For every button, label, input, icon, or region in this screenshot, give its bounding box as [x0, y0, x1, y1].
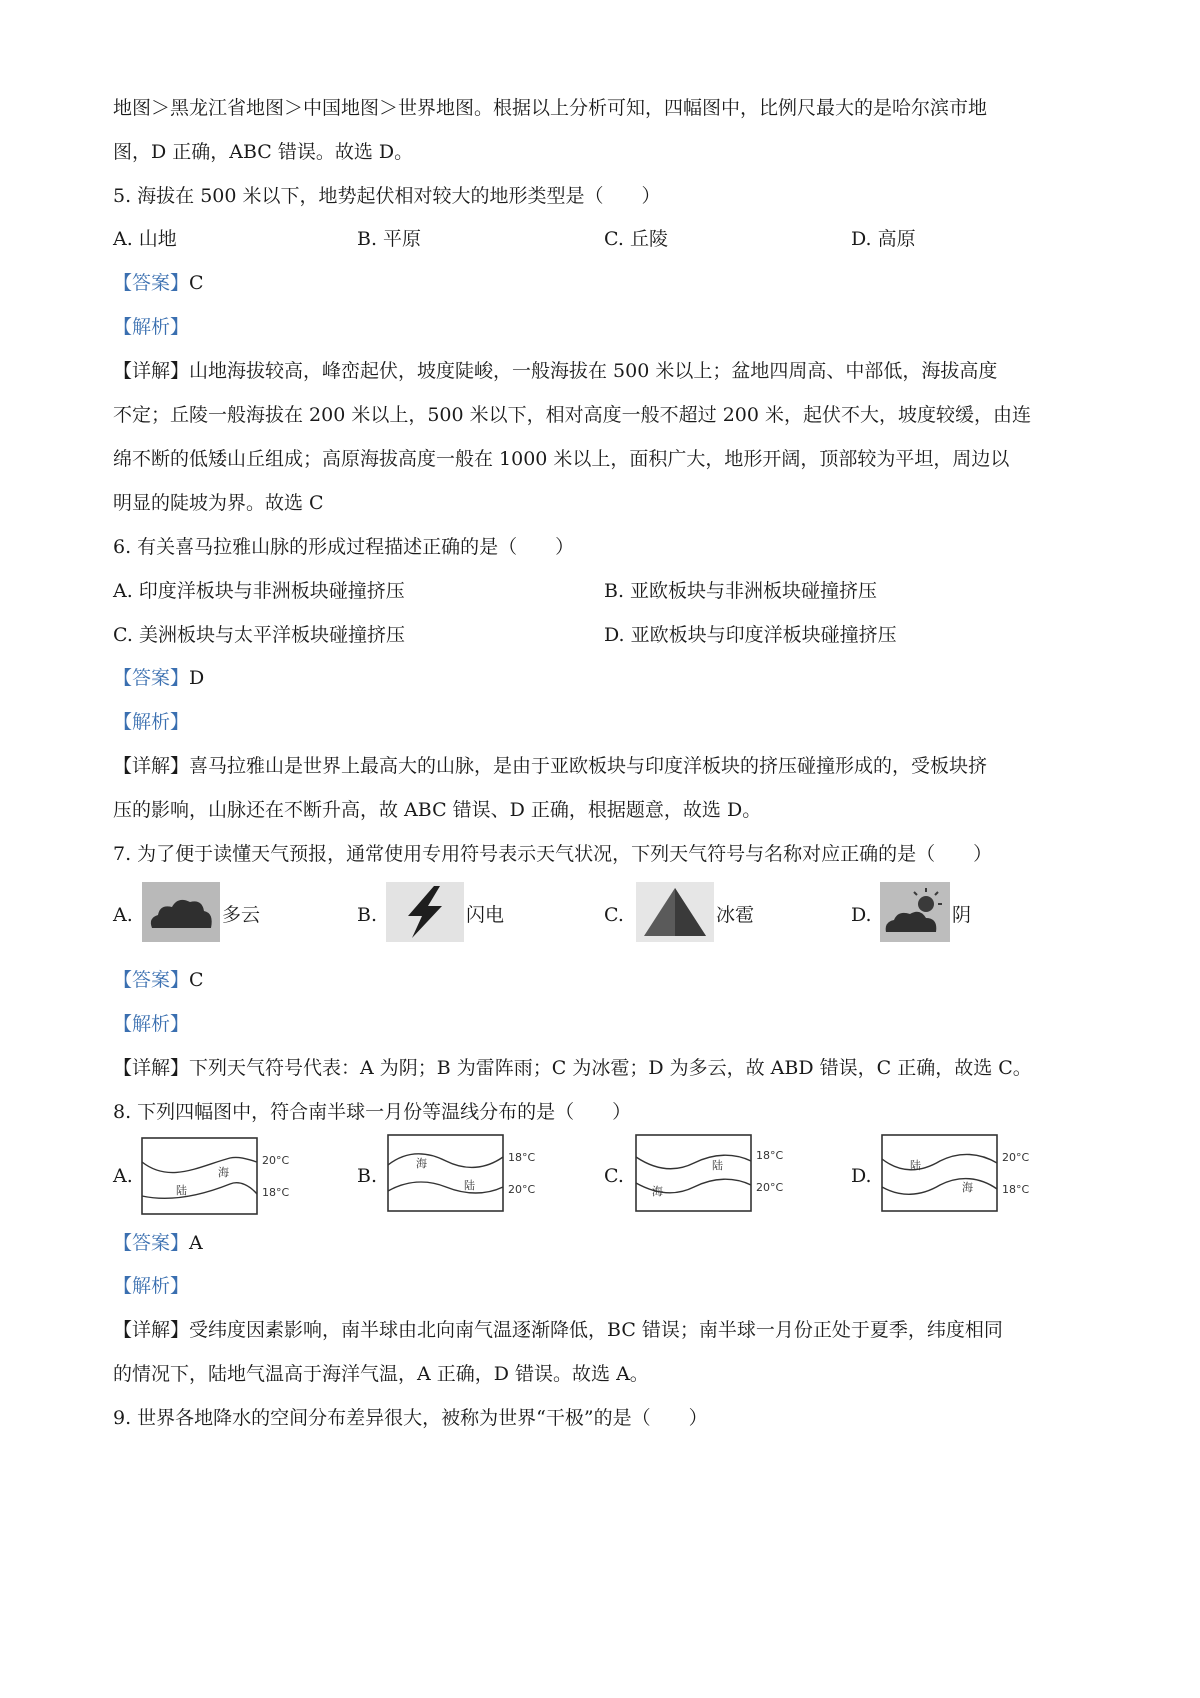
q6-detail-text-1: 喜马拉雅山是世界上最高大的山脉，是由于亚欧板块与印度洋板块的挤压碰撞形成的，受板块挤 [189, 755, 988, 777]
q8-option-b-letter: B. [357, 1165, 378, 1187]
answer-label: 【答案】 [113, 667, 190, 689]
q7-detail-text-1: 下列天气符号代表：A 为阴；B 为雷阵雨；C 为冰雹；D 为多云，故 ABD 错误，C 正确，故选 C。 [189, 1057, 1032, 1079]
isotherm-map-a [140, 1136, 300, 1221]
q7-detail-line-1 [113, 1055, 1032, 1081]
q6-answer [113, 665, 204, 691]
q8-stem: 8. 下列四幅图中，符合南半球一月份等温线分布的是（ ） [113, 1101, 632, 1123]
map-b-top-temp: 18°C [508, 1151, 536, 1164]
q8-detail-line-1 [113, 1317, 1003, 1343]
q7-option-a-name: 多云 [222, 904, 261, 926]
q9-stem: 9. 世界各地降水的空间分布差异很大，被称为世界“干极”的是（ ） [113, 1407, 708, 1429]
analysis-label: 【解析】 [113, 711, 190, 733]
map-d-lower-word: 海 [962, 1181, 973, 1194]
q5-detail-line-3: 绵不断的低矮山丘组成；高原海拔高度一般在 1000 米以上，面积广大，地形开阔，顶部较为平坦，周边以 [113, 448, 1010, 470]
q6-option-b: B. 亚欧板块与非洲板块碰撞挤压 [604, 580, 878, 602]
q6-option-c: C. 美洲板块与太平洋板块碰撞挤压 [113, 624, 405, 646]
q7-option-b-letter: B. [357, 904, 378, 926]
q6-answer-value: D [189, 667, 205, 689]
q6-option-d: D. 亚欧板块与印度洋板块碰撞挤压 [604, 624, 897, 646]
answer-label: 【答案】 [113, 272, 190, 294]
map-d-top-temp: 20°C [1002, 1151, 1030, 1164]
q6-detail-line-2: 压的影响，山脉还在不断升高，故 ABC 错误、D 正确，根据题意，故选 D。 [113, 799, 762, 821]
q6-detail-line-1 [113, 753, 987, 779]
q5-option-b: B. 平原 [357, 228, 422, 250]
isotherm-map-b [386, 1133, 546, 1218]
q5-option-d: D. 高原 [851, 228, 916, 250]
intro-line-2: 图，D 正确，ABC 错误。故选 D。 [113, 141, 414, 163]
map-b-bottom-temp: 20°C [508, 1183, 536, 1196]
q8-option-a-letter: A. [113, 1165, 133, 1187]
q8-analysis [113, 1273, 189, 1299]
lightning-icon [386, 882, 464, 947]
q8-option-d-letter: D. [851, 1165, 872, 1187]
isotherm-map-c [634, 1133, 794, 1218]
detail-label: 【详解】 [113, 1319, 190, 1341]
q6-stem: 6. 有关喜马拉雅山脉的形成过程描述正确的是（ ） [113, 536, 575, 558]
detail-label: 【详解】 [113, 755, 190, 777]
q7-stem: 7. 为了便于读懂天气预报，通常使用专用符号表示天气状况，下列天气符号与名称对应正确的是（ ） [113, 843, 993, 865]
map-c-upper-word: 陆 [712, 1159, 723, 1172]
intro-line-1: 地图＞黑龙江省地图＞中国地图＞世界地图。根据以上分析可知，四幅图中，比例尺最大的是哈尔滨市地 [113, 97, 988, 119]
analysis-label: 【解析】 [113, 316, 190, 338]
map-a-upper-word: 海 [218, 1166, 229, 1179]
map-c-bottom-temp: 20°C [756, 1181, 784, 1194]
q7-option-d-name: 阴 [952, 904, 972, 926]
q8-option-c-letter: C. [604, 1165, 624, 1187]
map-d-upper-word: 陆 [910, 1159, 921, 1172]
detail-label: 【详解】 [113, 1057, 190, 1079]
q7-option-a-letter: A. [113, 904, 133, 926]
q5-stem: 5. 海拔在 500 米以下，地势起伏相对较大的地形类型是（ ） [113, 185, 661, 207]
analysis-label: 【解析】 [113, 1013, 190, 1035]
q7-option-c-letter: C. [604, 904, 624, 926]
q7-answer [113, 967, 204, 993]
q7-option-c-name: 冰雹 [716, 904, 755, 926]
q7-option-d-letter: D. [851, 904, 872, 926]
hail-triangle-icon [636, 882, 714, 947]
answer-label: 【答案】 [113, 1232, 190, 1254]
map-a-top-temp: 20°C [262, 1154, 290, 1167]
detail-label: 【详解】 [113, 360, 190, 382]
map-d-bottom-temp: 18°C [1002, 1183, 1030, 1196]
sun-cloud-icon [880, 882, 950, 947]
q5-analysis [113, 314, 189, 340]
q5-option-a: A. 山地 [113, 228, 177, 250]
q5-detail-text-1: 山地海拔较高，峰峦起伏，坡度陡峻，一般海拔在 500 米以上；盆地四周高、中部低，海拔高度 [189, 360, 998, 382]
answer-label: 【答案】 [113, 969, 190, 991]
analysis-label: 【解析】 [113, 1275, 190, 1297]
q5-answer [113, 270, 204, 296]
q5-detail-line-4: 明显的陡坡为界。故选 C [113, 492, 324, 514]
isotherm-map-d [880, 1133, 1040, 1218]
q7-analysis [113, 1011, 189, 1037]
q8-detail-line-2: 的情况下，陆地气温高于海洋气温，A 正确，D 错误。故选 A。 [113, 1363, 649, 1385]
q5-answer-value: C [189, 272, 204, 294]
q8-answer [113, 1230, 203, 1256]
q8-detail-text-1: 受纬度因素影响，南半球由北向南气温逐渐降低，BC 错误；南半球一月份正处于夏季，纬度相同 [189, 1319, 1003, 1341]
q5-detail-line-2: 不定；丘陵一般海拔在 200 米以上，500 米以下，相对高度一般不超过 200 米，起伏不大，坡度较缓，由连 [113, 404, 1031, 426]
q6-analysis [113, 709, 189, 735]
q8-answer-value: A [189, 1232, 203, 1254]
cloud-icon [142, 882, 220, 947]
map-c-top-temp: 18°C [756, 1149, 784, 1162]
map-b-lower-word: 陆 [464, 1179, 475, 1192]
q5-detail-line-1 [113, 358, 997, 384]
q5-option-c: C. 丘陵 [604, 228, 668, 250]
q6-option-a: A. 印度洋板块与非洲板块碰撞挤压 [113, 580, 405, 602]
map-a-lower-word: 陆 [176, 1184, 187, 1197]
q7-answer-value: C [189, 969, 204, 991]
q7-option-b-name: 闪电 [466, 904, 505, 926]
map-b-upper-word: 海 [416, 1157, 427, 1170]
map-c-lower-word: 海 [652, 1185, 663, 1198]
map-a-bottom-temp: 18°C [262, 1186, 290, 1199]
